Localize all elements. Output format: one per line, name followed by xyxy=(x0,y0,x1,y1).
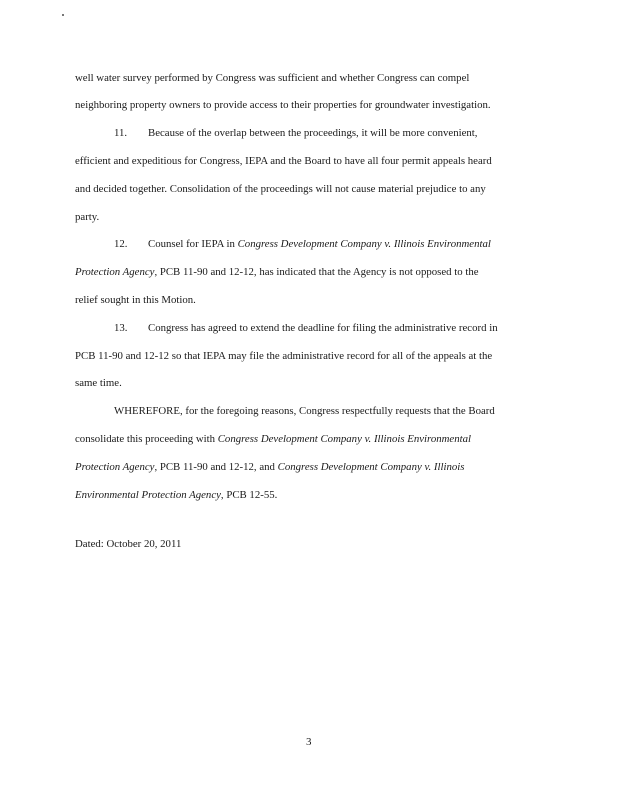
body-line: same time. xyxy=(75,377,122,389)
case-name: Congress Development Company v. Illinois xyxy=(277,461,465,473)
body-line xyxy=(75,461,464,474)
body-text: , PCB 12-55. xyxy=(220,489,278,501)
body-line: efficient and expeditious for Congress, IEPA and the Board to have all four permit appeals heard xyxy=(75,155,492,167)
body-line: and decided together. Consolidation of the proceedings will not cause material prejudice to any xyxy=(75,183,486,195)
paragraph-number: 12. xyxy=(114,238,128,250)
paragraph-number: 11. xyxy=(114,127,128,139)
body-line: party. xyxy=(75,211,100,223)
case-name: Congress Development Company v. Illinois Environmental xyxy=(217,433,472,445)
page-number: 3 xyxy=(306,736,312,748)
body-line: well water survey performed by Congress was sufficient and whether Congress can compel xyxy=(75,72,470,84)
case-name: Protection Agency xyxy=(75,266,155,278)
body-line: neighboring property owners to provide access to their properties for groundwater investigation. xyxy=(75,99,491,111)
body-line xyxy=(75,433,471,446)
dated-line: Dated: October 20, 2011 xyxy=(75,538,182,550)
body-text: , PCB 11-90 and 12-12, and xyxy=(154,461,278,473)
body-line xyxy=(75,266,479,279)
body-line: relief sought in this Motion. xyxy=(75,294,196,306)
paragraph-number: 13. xyxy=(114,322,128,334)
body-line: PCB 11-90 and 12-12 so that IEPA may file the administrative record for all of the appeals at the xyxy=(75,350,493,362)
case-name: Environmental Protection Agency xyxy=(75,489,221,501)
body-line: Because of the overlap between the proceedings, it will be more convenient, xyxy=(148,127,478,139)
case-name: Congress Development Company v. Illinois Environmental xyxy=(237,238,491,250)
body-text: Counsel for IEPA in xyxy=(148,238,238,250)
body-line: WHEREFORE, for the foregoing reasons, Congress respectfully requests that the Board xyxy=(114,405,495,417)
body-text: consolidate this proceeding with xyxy=(75,433,218,445)
body-text: , PCB 11-90 and 12-12, has indicated that the Agency is not opposed to the xyxy=(154,266,479,278)
case-name: Protection Agency xyxy=(75,461,155,473)
body-line: Congress has agreed to extend the deadline for filing the administrative record in xyxy=(148,322,498,334)
body-line xyxy=(148,238,491,251)
scan-speck xyxy=(62,14,64,16)
body-line xyxy=(75,489,277,502)
